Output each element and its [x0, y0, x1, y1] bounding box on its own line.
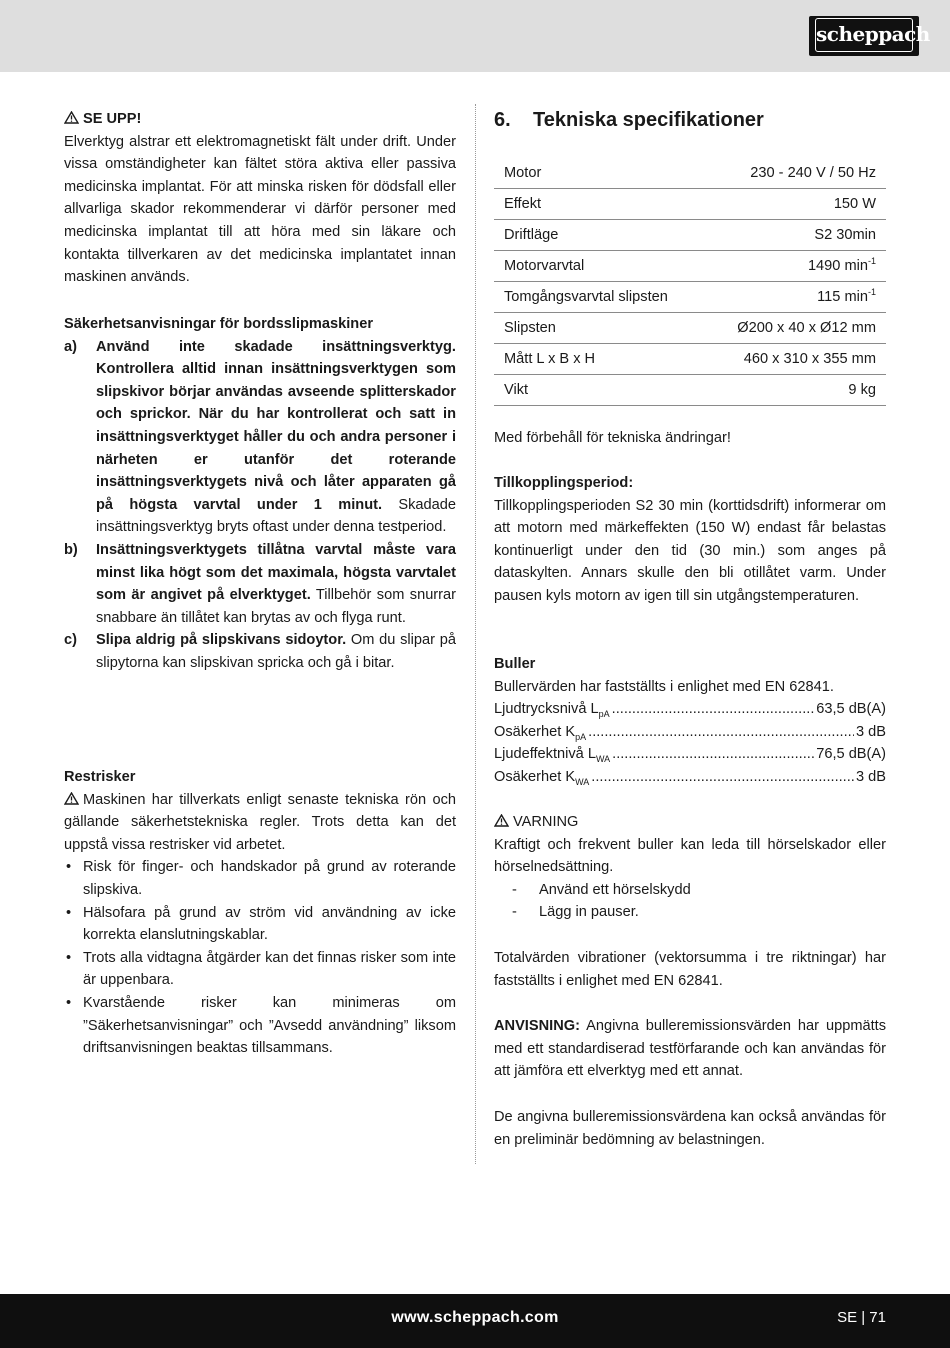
list-item	[64, 336, 456, 539]
noise-value: 3 dB	[855, 723, 886, 740]
noise-block	[494, 653, 886, 789]
warning-triangle-icon	[64, 792, 79, 805]
item-bold-text: Insättningsverktygets tillåtna varvtal måste vara minst lika högt som det maximala, högsta varvtalet som är angivet på elverktyget.	[96, 541, 456, 604]
residual-block	[64, 766, 456, 1060]
spec-value	[704, 282, 886, 313]
item-bold-text: Använd inte skadade insättningsverktyg. Kontrollera alltid innan insättningsverktygen som slipskivor börjar användas avseende splitterskador och sprickor. När du har kontrollerat och satt in insättningsverktyget håller du och andra personer i närheten er utanför det roterande insättningsverktygets nivå och låter apparaten gå på högsta varvtal under 1 minut.	[96, 338, 456, 513]
list-marker: a)	[64, 338, 77, 355]
spec-value-text: S2 30min	[814, 227, 876, 243]
noise-label	[494, 766, 589, 789]
warning-heading-text: VARNING	[513, 814, 579, 830]
spec-value-text: 460 x 310 x 355 mm	[743, 351, 876, 367]
warning-heading	[494, 811, 886, 834]
noise-label	[494, 721, 586, 744]
noise-value: 76,5 dB(A)	[816, 746, 886, 763]
warning-triangle-icon	[64, 111, 79, 124]
caution-heading-text: SE UPP!	[83, 111, 142, 127]
dash-text: Använd ett hörselskydd	[539, 881, 691, 898]
noise-subscript: pA	[598, 709, 610, 720]
noise-row	[494, 766, 886, 789]
bullet-marker: •	[66, 904, 72, 921]
note-text: Angivna bulleremissionsvärden har uppmätts med ett standardiserad testförfarande och kan användas för att jämföra ett elverktyg med ett annat.	[494, 1018, 886, 1080]
dash-marker: -	[512, 881, 517, 898]
bullet-marker: •	[66, 949, 72, 966]
leader-dots	[612, 743, 814, 766]
noise-value: 3 dB	[855, 768, 886, 785]
noise-subscript: WA	[575, 776, 590, 787]
table-row	[494, 189, 886, 220]
spec-label: Driftläge	[494, 220, 704, 251]
spec-label: Mått L x B x H	[494, 344, 704, 375]
duty-block	[494, 472, 886, 608]
item-text: Om du slipar på slipytorna kan slipskivan spricka och gå i bitar.	[96, 632, 456, 671]
bullet-marker: •	[66, 994, 72, 1011]
noise-subscript: WA	[595, 754, 611, 765]
noise-row	[494, 743, 886, 766]
leader-dots	[612, 698, 815, 721]
noise-row	[494, 698, 886, 721]
page-number: SE | 71	[837, 1309, 886, 1326]
item-text: Tillbehör som snurrar snabbare än tillåtet kan brytas av och flyga runt.	[96, 587, 457, 626]
noise-label	[494, 743, 610, 766]
duty-text: Tillkopplingsperioden S2 30 min (korttidsdrift) informerar om att motorn med märkeffekten (150 W) endast får belastas kontinuerligt under den tid (30 min.) som anges på dataskylten. Annars skulle den bli otillåtet varm. Under pausen kyls motorn av igen till sin utgångstemperaturen.	[494, 497, 886, 604]
list-item	[64, 947, 456, 992]
leader-dots	[591, 766, 854, 789]
noise-intro: Bullervärden har fastställts i enlighet med EN 62841.	[494, 678, 834, 695]
spec-value-text: Ø200 x 40 x Ø12 mm	[737, 320, 876, 336]
spec-label: Motorvarvtal	[494, 251, 704, 282]
spec-value	[704, 375, 886, 406]
spec-label: Motor	[494, 158, 704, 189]
noise-heading: Buller	[494, 656, 536, 672]
dash-text: Lägg in pauser.	[539, 904, 639, 921]
table-row	[494, 251, 886, 282]
safety-block	[64, 313, 456, 675]
noise-label	[494, 698, 610, 721]
spec-value-text: 115 min	[817, 289, 868, 305]
spec-superscript: -1	[867, 287, 876, 297]
list-item	[494, 901, 886, 924]
section-title	[494, 106, 764, 134]
column-divider	[475, 104, 477, 1164]
caution-heading	[64, 108, 456, 131]
spec-value	[704, 344, 886, 375]
table-row	[494, 375, 886, 406]
spec-label: Tomgångsvarvtal slipsten	[494, 282, 704, 313]
safety-heading: Säkerhetsanvisningar för bordsslipmaskiner	[64, 316, 374, 332]
section-number: 6.	[494, 109, 511, 131]
closing-text: De angivna bulleremissionsvärdena kan också användas för en preliminär bedömning av belastningen.	[494, 1109, 886, 1148]
header-bar	[0, 0, 950, 72]
bullet-text: Kvarstående risker kan minimeras om ”Säkerhetsanvisningar” och ”Avsedd användning” liksom driftsanvisningen beaktas tillsammans.	[83, 994, 456, 1057]
noise-label-text: Osäkerhet K	[494, 723, 576, 740]
spec-label: Vikt	[494, 375, 704, 406]
duty-heading: Tillkopplingsperiod:	[494, 475, 634, 491]
list-item	[494, 879, 886, 902]
website-link[interactable]: www.scheppach.com	[391, 1309, 559, 1326]
dash-marker: -	[512, 904, 517, 921]
item-bold-text: Slipa aldrig på slipskivans sidoytor.	[96, 632, 347, 649]
scheppach-logo	[809, 16, 930, 56]
logo-text: scheppach	[815, 18, 913, 52]
spec-value	[704, 189, 886, 220]
spec-value	[704, 251, 886, 282]
bullet-text: Risk för finger- och handskador på grund av roterande slipskiva.	[83, 859, 456, 898]
caution-text: Elverktyg alstrar ett elektromagnetiskt fält under drift. Under vissa omständigheter kan fältet störa aktiva eller passiva medicinska implantat. För att minska risken för dödsfall eller allvarliga skador rekommenderar vi därför personer med medicinska implantat till att höra med sin läkare och kontakta tillverkaren av det medicinska implantatet innan maskinen används.	[64, 133, 456, 286]
spec-superscript: -1	[867, 256, 876, 266]
warning-text: Kraftigt och frekvent buller kan leda till hörselskador eller hörselnedsättning.	[494, 836, 886, 876]
vibration-text: Totalvärden vibrationer (vektorsumma i tre riktningar) har fastställts i enlighet med EN 62841.	[494, 950, 886, 989]
noise-label-text: Ljudeffektnivå L	[494, 746, 596, 763]
spec-table	[494, 158, 886, 406]
table-row	[494, 282, 886, 313]
reservation-text: Med förbehåll för tekniska ändringar!	[494, 430, 731, 446]
caution-block	[64, 108, 456, 289]
spec-value-text: 150 W	[833, 196, 876, 212]
list-marker: c)	[64, 632, 77, 649]
table-row	[494, 220, 886, 251]
noise-subscript: pA	[575, 731, 587, 742]
noise-row	[494, 721, 886, 744]
spec-value	[704, 313, 886, 344]
bullet-text: Trots alla vidtagna åtgärder kan det finnas risker som inte är uppenbara.	[83, 949, 456, 989]
table-row	[494, 313, 886, 344]
note-label: ANVISNING:	[494, 1018, 580, 1034]
bullet-marker: •	[66, 859, 72, 876]
leader-dots	[588, 721, 854, 744]
noise-value: 63,5 dB(A)	[816, 701, 886, 718]
list-item	[64, 629, 456, 674]
list-item	[64, 992, 456, 1060]
warning-block	[494, 811, 886, 924]
spec-label: Effekt	[494, 189, 704, 220]
item-text: Skadade insättningsverktyg bryts oftast under denna testperiod.	[96, 496, 456, 536]
residual-intro	[64, 789, 456, 857]
spec-label: Slipsten	[494, 313, 704, 344]
note-paragraph	[494, 1015, 886, 1083]
list-item	[64, 856, 456, 901]
warning-triangle-icon	[494, 814, 509, 827]
residual-intro-text: Maskinen har tillverkats enligt senaste tekniska rön och gällande säkerhetstekniska regler. Trots detta kan det uppstå vissa restrisker vid arbetet.	[64, 791, 456, 853]
spec-value-text: 1490 min	[807, 258, 868, 274]
spec-value-text: 9 kg	[848, 382, 876, 398]
residual-heading: Restrisker	[64, 769, 136, 785]
footer-bar	[0, 1294, 950, 1348]
noise-label-text: Ljudtrycksnivå L	[494, 701, 599, 718]
list-marker: b)	[64, 541, 78, 558]
spec-value	[704, 220, 886, 251]
list-item	[64, 539, 456, 629]
list-item	[64, 902, 456, 947]
table-row	[494, 158, 886, 189]
bullet-text: Hälsofara på grund av ström vid användning av icke korrekta elanslutningskablar.	[83, 904, 456, 944]
spec-value-text: 230 - 240 V / 50 Hz	[750, 165, 876, 181]
section-title-text: Tekniska specifikationer	[533, 109, 764, 131]
table-row	[494, 344, 886, 375]
noise-label-text: Osäkerhet K	[494, 768, 576, 785]
spec-value	[704, 158, 886, 189]
